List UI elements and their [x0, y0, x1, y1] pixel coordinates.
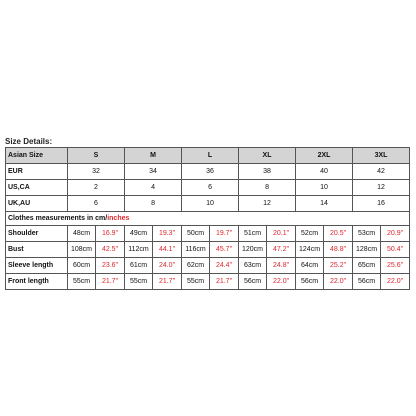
conversion-value: 12 — [239, 196, 296, 212]
measurement-cm: 62cm — [182, 258, 210, 274]
measurement-inches: 24.0" — [153, 258, 182, 274]
measurements-title — [6, 212, 410, 226]
measurement-row — [6, 274, 410, 290]
measurement-inches: 16.9" — [96, 226, 125, 242]
conversion-value: 10 — [182, 196, 239, 212]
measurement-inches: 50.4" — [381, 242, 410, 258]
measurement-cm: 124cm — [296, 242, 324, 258]
measurement-inches: 19.3" — [153, 226, 182, 242]
conversion-value: 12 — [353, 180, 410, 196]
conversion-value: 34 — [125, 164, 182, 180]
measurement-cm: 50cm — [182, 226, 210, 242]
size-table — [5, 147, 410, 290]
measurement-cm: 55cm — [68, 274, 96, 290]
measurement-cm: 61cm — [125, 258, 153, 274]
measurement-cm: 56cm — [296, 274, 324, 290]
conversion-label: EUR — [6, 164, 68, 180]
conversion-value: 8 — [125, 196, 182, 212]
measurements-title-row — [6, 212, 410, 226]
measurement-cm: 52cm — [296, 226, 324, 242]
measurements-title-prefix: Clothes measurements in cm/ — [8, 214, 108, 222]
conversion-value: 8 — [239, 180, 296, 196]
measurement-inches: 21.7" — [96, 274, 125, 290]
measurement-inches: 20.1" — [267, 226, 296, 242]
conversion-value: 14 — [296, 196, 353, 212]
measurement-inches: 42.5" — [96, 242, 125, 258]
measurement-inches: 45.7" — [210, 242, 239, 258]
conversion-value: 6 — [182, 180, 239, 196]
measurement-inches: 47.2" — [267, 242, 296, 258]
measurement-inches: 22.0" — [267, 274, 296, 290]
size-chart — [5, 137, 410, 290]
conversion-value: 36 — [182, 164, 239, 180]
conversion-value: 4 — [125, 180, 182, 196]
measurement-cm: 56cm — [353, 274, 381, 290]
conversion-row — [6, 180, 410, 196]
measurements-title-inches: inches — [107, 214, 130, 222]
measurement-inches: 23.6" — [96, 258, 125, 274]
measurement-inches: 44.1" — [153, 242, 182, 258]
measurement-inches: 25.2" — [324, 258, 353, 274]
size-header-3xl: 3XL — [353, 148, 410, 164]
measurement-row — [6, 242, 410, 258]
size-details-caption: Size Details: — [5, 137, 53, 146]
size-header-xl: XL — [239, 148, 296, 164]
conversion-value: 6 — [68, 196, 125, 212]
measurement-cm: 116cm — [182, 242, 210, 258]
measurement-cm: 51cm — [239, 226, 267, 242]
measurement-cm: 128cm — [353, 242, 381, 258]
measurement-cm: 55cm — [125, 274, 153, 290]
measurement-inches: 24.8" — [267, 258, 296, 274]
conversion-value: 10 — [296, 180, 353, 196]
measurement-cm: 56cm — [239, 274, 267, 290]
size-header-s: S — [68, 148, 125, 164]
measurement-label: Sleeve length — [6, 258, 68, 274]
measurement-cm: 64cm — [296, 258, 324, 274]
conversion-value: 42 — [353, 164, 410, 180]
measurement-inches: 24.4" — [210, 258, 239, 274]
size-header-m: M — [125, 148, 182, 164]
measurement-row — [6, 258, 410, 274]
measurement-inches: 22.0" — [381, 274, 410, 290]
conversion-value: 16 — [353, 196, 410, 212]
measurement-inches: 20.5" — [324, 226, 353, 242]
measurement-label: Shoulder — [6, 226, 68, 242]
measurement-cm: 55cm — [182, 274, 210, 290]
measurement-label: Front length — [6, 274, 68, 290]
size-header-l: L — [182, 148, 239, 164]
measurement-cm: 120cm — [239, 242, 267, 258]
measurement-cm: 65cm — [353, 258, 381, 274]
conversion-value: 32 — [68, 164, 125, 180]
measurement-cm: 60cm — [68, 258, 96, 274]
conversion-value: 38 — [239, 164, 296, 180]
conversion-label: UK,AU — [6, 196, 68, 212]
conversion-row — [6, 164, 410, 180]
measurement-row — [6, 226, 410, 242]
measurement-cm: 108cm — [68, 242, 96, 258]
measurement-inches: 48.8" — [324, 242, 353, 258]
measurement-label: Bust — [6, 242, 68, 258]
size-header-row — [6, 148, 410, 164]
measurement-inches: 19.7" — [210, 226, 239, 242]
measurement-cm: 48cm — [68, 226, 96, 242]
measurement-inches: 25.6" — [381, 258, 410, 274]
measurement-cm: 112cm — [125, 242, 153, 258]
conversion-value: 40 — [296, 164, 353, 180]
asian-size-label: Asian Size — [6, 148, 68, 164]
conversion-label: US,CA — [6, 180, 68, 196]
conversion-row — [6, 196, 410, 212]
measurement-inches: 21.7" — [210, 274, 239, 290]
measurement-inches: 21.7" — [153, 274, 182, 290]
measurement-cm: 49cm — [125, 226, 153, 242]
measurement-inches: 22.0" — [324, 274, 353, 290]
measurement-cm: 63cm — [239, 258, 267, 274]
measurement-inches: 20.9" — [381, 226, 410, 242]
measurement-cm: 53cm — [353, 226, 381, 242]
conversion-value: 2 — [68, 180, 125, 196]
size-header-2xl: 2XL — [296, 148, 353, 164]
